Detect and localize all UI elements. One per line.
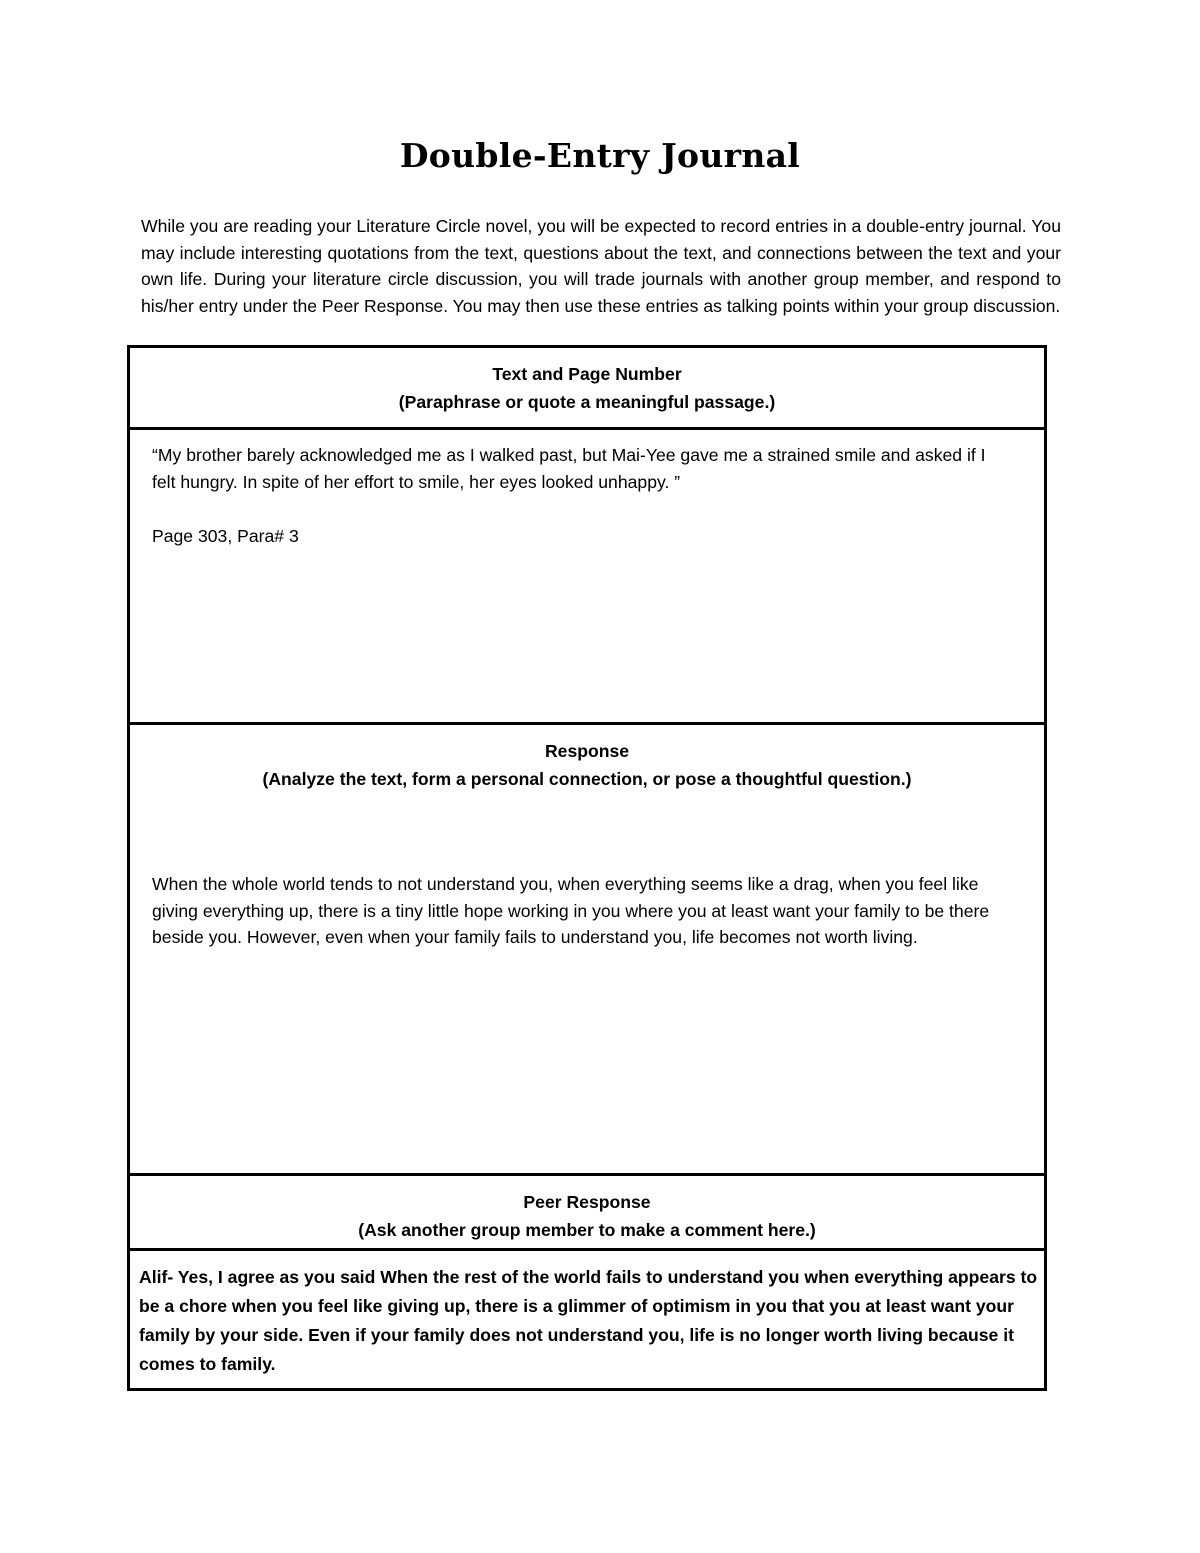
response-section[interactable]	[130, 725, 1044, 1176]
peer-section-heading: Peer Response	[523, 1192, 651, 1212]
response-text: When the whole world tends to not understand you, when everything seems like a drag, when you feel like giving everything up, there is a tiny little hope working in you where you at least want your family to be there beside you. However, even when your family fails to understand you, life becomes not worth living.	[152, 874, 990, 948]
page-reference: Page 303, Para# 3	[152, 526, 299, 546]
peer-section-instruction: (Ask another group member to make a comment here.)	[358, 1220, 816, 1240]
response-section-instruction: (Analyze the text, form a personal connection, or pose a thoughtful question.)	[262, 769, 912, 789]
text-section-entry[interactable]	[130, 430, 1044, 725]
text-section-instruction: (Paraphrase or quote a meaningful passage.)	[398, 392, 776, 412]
peer-section-entry[interactable]	[130, 1251, 1044, 1388]
text-section-heading: Text and Page Number	[492, 364, 682, 384]
peer-section-header	[130, 1176, 1044, 1251]
page-title: Double-Entry Journal	[399, 136, 801, 175]
journal-table	[127, 345, 1047, 1391]
intro-paragraph: While you are reading your Literature Circle novel, you will be expected to record entries in a double-entry journal. You may include interesting quotations from the text, questions about the text, and connections between the text and your own life. During your literature circle discussion, you will trade journals with another group member, and respond to his/her entry under the Peer Response. You may then use these entries as talking points within your group discussion.	[141, 216, 1061, 316]
peer-response-text: Alif- Yes, I agree as you said When the rest of the world fails to understand you when everything appears to be a chore when you feel like giving up, there is a glimmer of optimism in you that you at least want your family by your side. Even if your family does not understand you, life is no longer worth living because it comes to family.	[139, 1267, 1038, 1374]
text-section-header	[130, 348, 1044, 430]
response-section-heading: Response	[544, 741, 630, 761]
quote-text: “My brother barely acknowledged me as I walked past, but Mai-Yee gave me a strained smile and asked if I felt hungry. In spite of her effort to smile, her eyes looked unhappy. ”	[152, 445, 986, 492]
